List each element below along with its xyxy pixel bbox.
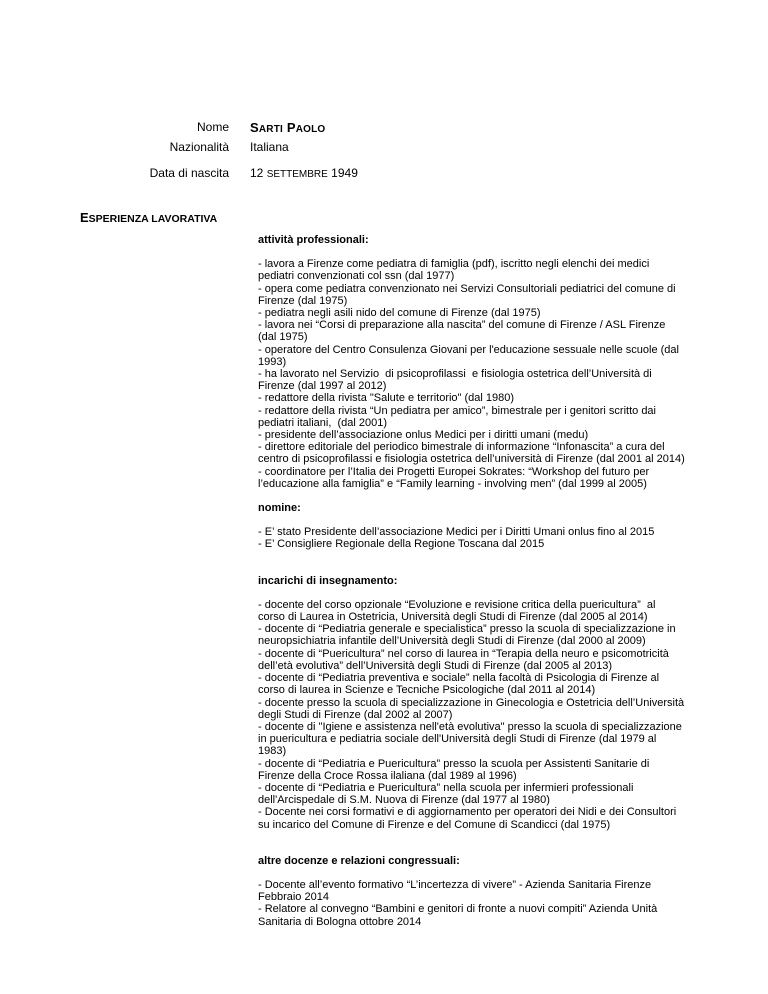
- text-line: - lavora nei “Corsi di preparazione alla nascita” del comune di Firenze / ASL Firenze: [258, 319, 666, 332]
- text-line: - lavora a Firenze come pediatra di famiglia (pdf), iscritto negli elenchi dei medici: [258, 258, 650, 271]
- text-line: - docente di “Pediatria preventiva e sociale” nella facoltà di Psicologia di Firenze al: [258, 672, 660, 685]
- teaching-list: [258, 599, 728, 831]
- text-line: degli Studi di Firenze (dal 2002 al 2007): [258, 708, 453, 721]
- text-line: centro di psicoprofilassi e fisiologia ostetrica dell’università di Firenze (dal 2001 al 2014): [258, 453, 685, 466]
- text-line: - coordinatore per l’Italia dei Progetti Europei Sokrates: “Workshop del futuro per: [258, 465, 650, 478]
- nomine-list: [258, 526, 728, 550]
- text-line: su incarico del Comune di Firenze e del Comune di Scandicci (dal 1975): [258, 818, 611, 831]
- text-line: Firenze (dal 1975): [258, 294, 348, 307]
- nationality-label: Nazionalità: [169, 140, 229, 154]
- text-line: pediatri convenzionati col ssn (dal 1977): [258, 270, 455, 283]
- text-line: in puericultura e pediatria sociale dell'Università degli Studi di Firenze (dal 1979 al: [258, 733, 657, 746]
- text-line: - presidente dell’associazione onlus Medici per i diritti umani (medu): [258, 429, 589, 442]
- info-row-birth: [0, 166, 768, 184]
- text-line: - docente di "Igiene e assistenza nell'età evolutiva" presso la scuola di specializzazione: [258, 720, 682, 733]
- text-line: Firenze (dal 1997 al 2012): [258, 380, 387, 393]
- text-line: - redattore della rivista "Salute e territorio" (dal 1980): [258, 392, 515, 405]
- conferences-list: [258, 879, 728, 928]
- text-line: (dal 1975): [258, 331, 308, 344]
- text-line: - Relatore al convegno “Bambini e genitori di fronte a nuovi compiti” Azienda Unità: [258, 903, 658, 916]
- nomine-title: nomine:: [258, 502, 301, 515]
- text-line: - docente di “Pediatria generale e specialistica” presso la scuola di specializzazione in: [258, 623, 676, 636]
- text-line: - E’ Consigliere Regionale della Regione Toscana dal 2015: [258, 538, 545, 551]
- section-heading-experience: ESPERIENZA LAVORATIVA: [80, 210, 218, 225]
- text-line: - docente presso la scuola di specializzazione in Ginecologia e Ostetricia dell’Università: [258, 696, 685, 709]
- name-value: SARTI PAOLO: [250, 120, 326, 135]
- experience-content: [258, 234, 728, 928]
- nationality-value: Italiana: [250, 140, 289, 154]
- info-row-name: [0, 120, 768, 138]
- conferences-title: altre docenze e relazioni congressuali:: [258, 854, 460, 867]
- text-line: 1983): [258, 745, 287, 758]
- text-line: dell’età evolutiva” dell’Università degli Studi di Firenze (dal 2005 al 2013): [258, 659, 613, 672]
- text-line: - docente di “Pediatria e Puericultura” nella scuola per infermieri professionali: [258, 781, 634, 794]
- text-line: 1993): [258, 355, 287, 368]
- text-line: corso di laurea in Scienze e Tecniche Psicologiche (dal 2011 al 2014): [258, 684, 596, 697]
- text-line: Firenze della Croce Rossa ilaliana (dal 1989 al 1996): [258, 769, 517, 782]
- text-line: - operatore del Centro Consulenza Giovani per l'educazione sessuale nelle scuole (dal: [258, 343, 679, 356]
- name-label: Nome: [196, 120, 229, 134]
- text-line: l’educazione alla famiglia” e “Family learning - involving men” (dal 1999 al 2005): [258, 477, 647, 490]
- text-line: - docente di “Puericultura” nel corso di laurea in “Terapia della neuro e psicomotricità: [258, 647, 669, 660]
- text-line: - docente del corso opzionale “Evoluzione e revisione critica della puericultura” al: [258, 598, 656, 611]
- birth-value: 12 SETTEMBRE 1949: [250, 166, 358, 180]
- text-line: Sanitaria di Bologna ottobre 2014: [258, 915, 422, 928]
- text-line: - docente di “Pediatria e Puericultura” presso la scuola per Assistenti Sanitarie di: [258, 757, 650, 770]
- text-line: - Docente all’evento formativo “L’incertezza di vivere” - Azienda Sanitaria Firenze: [258, 878, 652, 891]
- professional-title: attività professionali:: [258, 234, 369, 246]
- text-line: Febbraio 2014: [258, 891, 329, 904]
- text-line: - Docente nei corsi formativi e di aggiornamento per operatori dei Nidi e dei Consultori: [258, 806, 677, 819]
- text-line: dell'Arcispedale di S.M. Nuova di Firenze (dal 1977 al 1980): [258, 794, 550, 807]
- text-line: - redattore della rivista “Un pediatra per amico”, bimestrale per i genitori scritto dai: [258, 404, 656, 417]
- teaching-title: incarichi di insegnamento:: [258, 574, 398, 587]
- text-line: - opera come pediatra convenzionato nei Servizi Consultoriali pediatrici del comune di: [258, 282, 676, 295]
- text-line: - pediatra negli asili nido del comune di Firenze (dal 1975): [258, 307, 541, 320]
- text-line: corso di Laurea in Ostetricia, Università degli Studi di Firenze (dal 2005 al 2014): [258, 611, 648, 624]
- text-line: - direttore editoriale del periodico bimestrale di informazione “Infonascita” a cura del: [258, 441, 665, 454]
- text-line: pediatri italiani, (dal 2001): [258, 416, 388, 429]
- text-line: - E’ stato Presidente dell’associazione Medici per i Diritti Umani onlus fino al 2015: [258, 526, 655, 539]
- text-line: - ha lavorato nel Servizio di psicoprofilassi e fisiologia ostetrica dell’Università di: [258, 368, 652, 381]
- text-line: neuropsichiatria infantile dell’Università degli Studi di Firenze (dal 2000 al 2009): [258, 635, 646, 648]
- info-row-nationality: [0, 140, 768, 158]
- birth-label: Data di nascita: [149, 166, 229, 180]
- professional-list: [258, 258, 728, 490]
